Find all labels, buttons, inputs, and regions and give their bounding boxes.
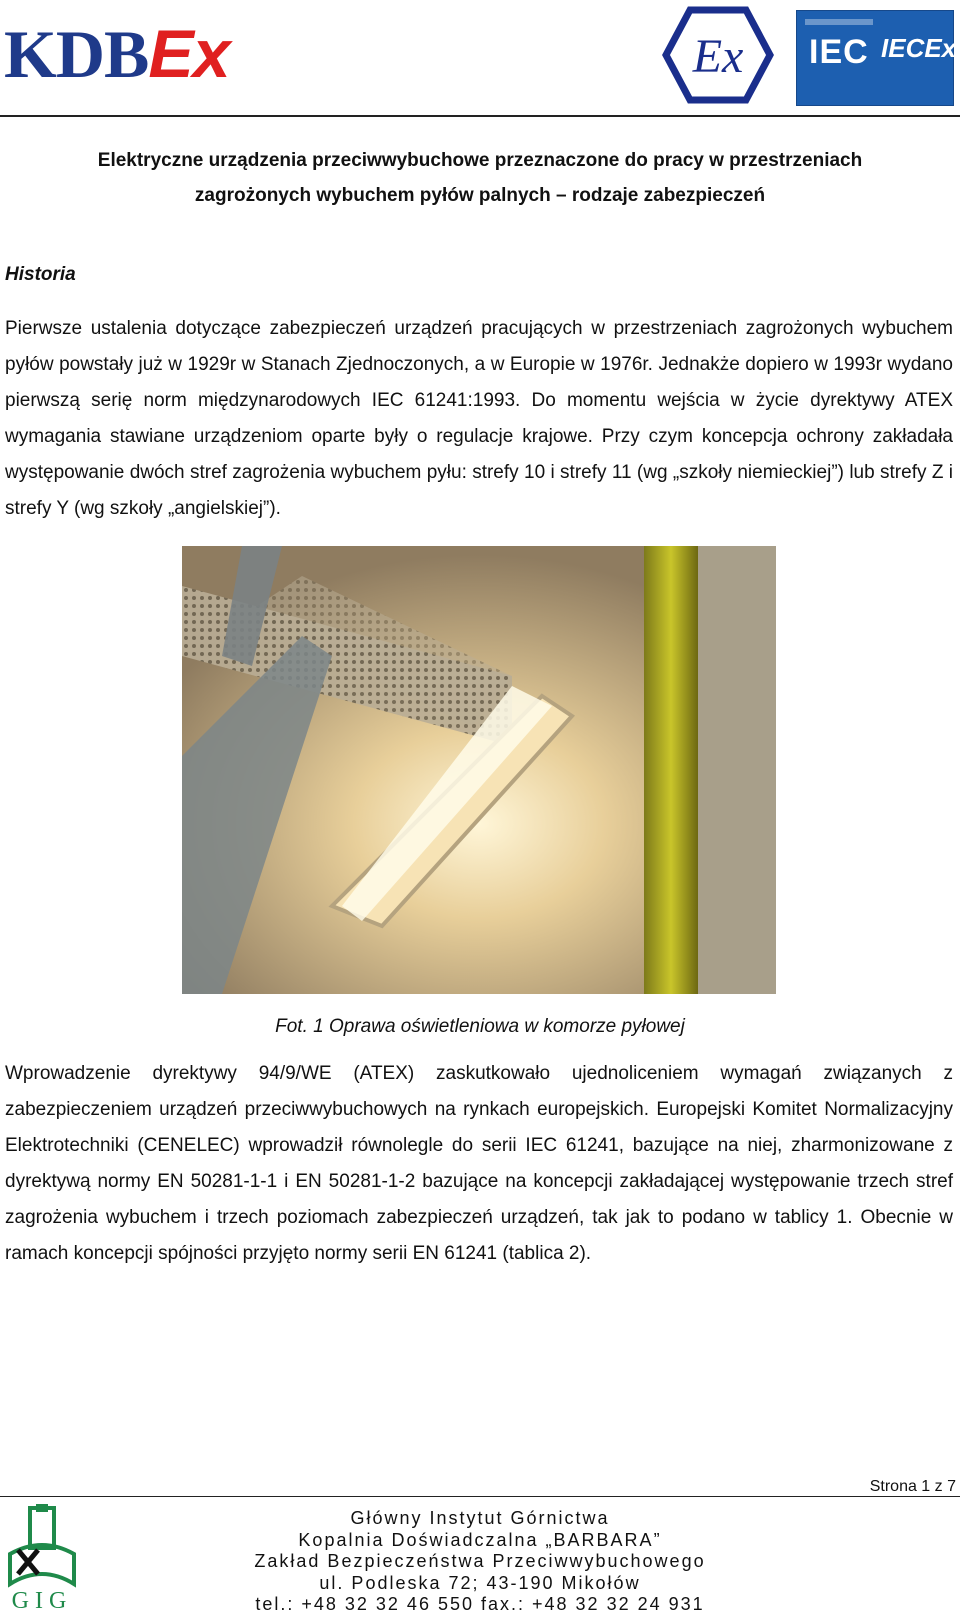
title-line-2: zagrożonych wybuchem pyłów palnych – rodzaje zabezpieczeń bbox=[194, 185, 766, 206]
paragraph-atex: Wprowadzenie dyrektywy 94/9/WE (ATEX) zaskutkowało ujednoliceniem wymagań związanych z zabezpieczeniem urządzeń przeciwwybuchowych na rynkach europejskich. Europejski Komitet Normalizacyjny Elektrotechniki (CENELEC) wprowadził równolegle do serii IEC 61241, bazujące na niej, zharmonizowane z dyrektywą normy EN 50281-1-1 i EN 50281-1-2 bazujące na koncepcji zakładającej występowanie trzech stref zagrożenia wybuchem i trzech poziomach zabezpieczeń urządzeń, tak jak to podano w tablicy 1. Obecnie w ramach koncepcji spójności przyjęto normy serii EN 61241 (tablica 2). bbox=[5, 1063, 953, 1264]
ex-hexagon-icon bbox=[662, 6, 774, 104]
footer-line-department: Zakład Bezpieczeństwa Przeciwwybuchowego bbox=[254, 1551, 706, 1571]
document-title bbox=[0, 143, 960, 213]
footer-line-mine: Kopalnia Doświadczalna „BARBARA” bbox=[298, 1529, 662, 1550]
gig-label: GIG bbox=[11, 1588, 73, 1612]
iecex-label: IECEx bbox=[881, 33, 957, 63]
footer-line-institute: Główny Instytut Górnictwa bbox=[350, 1508, 610, 1528]
ex-symbol-text: Ex bbox=[692, 30, 744, 83]
iec-logo-band bbox=[805, 19, 873, 25]
kdbex-logo bbox=[4, 18, 230, 90]
footer-address bbox=[230, 1508, 730, 1616]
iec-iecex-logo bbox=[796, 10, 957, 106]
section-heading: Historia bbox=[5, 264, 76, 285]
footer-divider bbox=[0, 1496, 960, 1497]
photo-illustration bbox=[182, 546, 776, 994]
logo-ex-text: Ex bbox=[148, 16, 230, 92]
paragraph-history: Pierwsze ustalenia dotyczące zabezpieczeń urządzeń pracujących w przestrzeniach zagrożonych wybuchem pyłów powstały już w 1929r w Stanach Zjednoczonych, a w Europie w 1976r. Jednakże dopiero w 1993r wydano pierwszą serię norm międzynarodowych IEC 61241:1993. Do momentu wejścia w życie dyrektywy ATEX wymagania stawiane urządzeniom oparte były o regulacje krajowe. Przy czym koncepcja ochrony zakładała występowanie dwóch stref zagrożenia wybuchem pyłu: strefy 10 i strefy 11 (wg „szkoły niemieckiej”) lub strefy Z i strefy Y (wg szkoły „angielskiej”). bbox=[5, 318, 953, 519]
title-line-1: Elektryczne urządzenia przeciwwybuchowe przeznaczone do pracy w przestrzeniach bbox=[97, 150, 863, 171]
photo-caption: Fot. 1 Oprawa oświetleniowa w komorze pyłowej bbox=[275, 1016, 685, 1037]
iec-label: IEC bbox=[809, 33, 869, 71]
page-header bbox=[0, 0, 960, 118]
page-number: Strona 1 z 7 bbox=[869, 1478, 956, 1495]
header-divider bbox=[0, 115, 960, 117]
logo-kdb-text: KDB bbox=[4, 16, 149, 92]
photo-dust-chamber-luminaire bbox=[182, 546, 776, 994]
footer-line-address: ul. Podleska 72; 43-190 Mikołów bbox=[319, 1572, 641, 1593]
gig-logo-icon bbox=[4, 1504, 80, 1612]
footer-line-contact: tel.: +48 32 32 46 550 fax.: +48 32 32 24 931 bbox=[255, 1594, 705, 1614]
